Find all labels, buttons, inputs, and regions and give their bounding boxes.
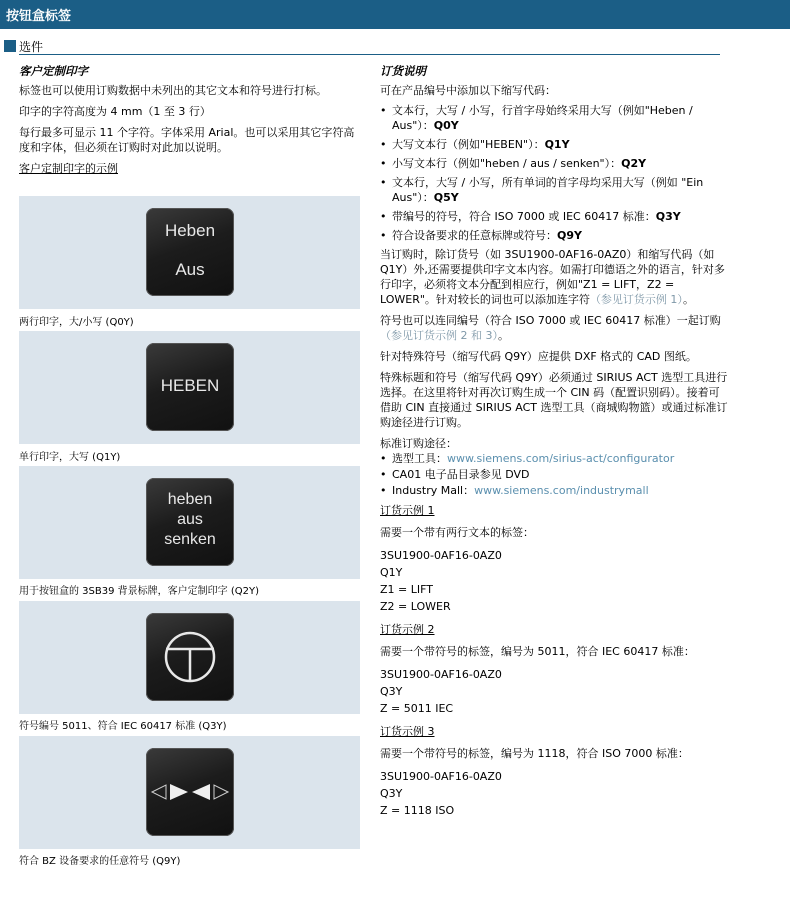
section-title: 选件 — [19, 40, 44, 54]
example-line: Z2 = LOWER — [380, 600, 451, 613]
left-para-3: 每行最多可显示 11 个字符。字体采用 Arial。也可以采用其它字符高度和字体，但必须在订购时对此加以说明。 — [19, 126, 355, 154]
order-para-3: 针对特殊符号（缩写代码 Q9Y）应提供 DXF 格式的 CAD 图纸。 — [380, 350, 697, 363]
label-button-5 — [146, 748, 234, 836]
label-button-4 — [146, 613, 234, 701]
list-item: • 选型工具：www.siemens.com/sirius-act/configurator — [380, 451, 730, 466]
label-button-3 — [146, 478, 234, 566]
code-value: Q5Y — [433, 191, 459, 204]
label-line: HEBEN — [160, 376, 220, 395]
label-button-2 — [146, 343, 234, 431]
iec-5011-symbol-icon — [146, 613, 234, 701]
left-column — [19, 63, 360, 176]
list-item: • 带编号的符号，符合 ISO 7000 或 IEC 60417 标准：Q3Y — [380, 209, 730, 224]
list-item: • 大写文本行（例如"HEBEN"）：Q1Y — [380, 137, 730, 152]
example-image-1 — [19, 196, 360, 309]
caption-3: 用于按钮盒的 3SB39 背景标牌，客户定制印字 (Q2Y) — [19, 586, 259, 597]
caption-1: 两行印字，大/小写 (Q0Y) — [19, 317, 134, 328]
order-intro: 可在产品编号中添加以下缩写代码： — [380, 84, 556, 97]
left-para-2: 印字的字符高度为 4 mm（1 至 3 行） — [19, 105, 211, 118]
order-example-2 — [380, 621, 730, 717]
example-image-2 — [19, 331, 360, 444]
right-column — [380, 63, 730, 819]
code-value: Q9Y — [557, 229, 582, 242]
example-desc: 需要一个带符号的标签，编号为 5011，符合 IEC 60417 标准： — [380, 645, 695, 658]
caption-4: 符号编号 5011、符合 IEC 60417 标准 (Q3Y) — [19, 721, 227, 732]
example-line: Z1 = LIFT — [380, 583, 433, 596]
order-para-4: 特殊标题和符号（缩写代码 Q9Y）必须通过 SIRIUS ACT 选型工具进行选择。在这里将针对再次订购生成一个 CIN 码（配置识别码）。接着可借助 CIN 直接通过 SIRIUS ACT 选型工具（商城购物篮）或通过标准订购途径进行订购。 — [380, 371, 728, 429]
std-heading: 标准订购途径： — [380, 437, 457, 450]
caption-5: 符合 BZ 设备要求的任意符号 (Q9Y) — [19, 856, 181, 867]
order-example-1 — [380, 502, 730, 615]
section-heading — [4, 38, 720, 55]
std-list — [380, 451, 730, 498]
label-button-1 — [146, 208, 234, 296]
example-title: 订货示例 3 — [380, 725, 435, 738]
example-line: Z = 1118 ISO — [380, 804, 455, 817]
label-line: aus — [177, 511, 203, 528]
industrymall-link[interactable]: www.siemens.com/industrymall — [474, 484, 649, 497]
header-bar — [0, 0, 790, 29]
list-item: • 小写文本行（例如"heben / aus / senken"）：Q2Y — [380, 156, 730, 171]
list-item: • CA01 电子品目录参见 DVD — [380, 467, 730, 482]
configurator-link[interactable]: www.siemens.com/sirius-act/configurator — [447, 452, 675, 465]
example-image-5 — [19, 736, 360, 849]
example-line: Z = 5011 IEC — [380, 702, 454, 715]
examples-heading: 客户定制印字的示例 — [19, 162, 118, 175]
code-value: Q0Y — [433, 119, 459, 132]
list-item: • Industry Mall：www.siemens.com/industrymall — [380, 483, 730, 498]
section-marker — [4, 40, 16, 52]
example-line: Q1Y — [380, 566, 403, 579]
label-line: Heben — [164, 221, 216, 240]
order-example-3 — [380, 723, 730, 819]
example-image-4 — [19, 601, 360, 714]
example-line: Q3Y — [380, 787, 403, 800]
section-rule — [19, 54, 720, 55]
example-desc: 需要一个带有两行文本的标签： — [380, 526, 534, 539]
example-line: 3SU1900-0AF16-0AZ0 — [380, 668, 502, 681]
example-line: Q3Y — [380, 685, 403, 698]
label-line: senken — [164, 531, 216, 548]
example-line: 3SU1900-0AF16-0AZ0 — [380, 770, 502, 783]
example-title: 订货示例 1 — [380, 504, 435, 517]
code-value: Q3Y — [655, 210, 681, 223]
example-line: 3SU1900-0AF16-0AZ0 — [380, 549, 502, 562]
label-line: heben — [167, 491, 213, 508]
code-value: Q2Y — [621, 157, 647, 170]
code-list — [380, 103, 730, 243]
order-heading: 订货说明 — [380, 64, 426, 78]
bz-arrows-symbol-icon — [146, 748, 234, 836]
order-para-2: 符号也可以连同编号（符合 ISO 7000 或 IEC 60417 标准）一起订购（参见订货示例 2 和 3）。 — [380, 314, 721, 342]
example-image-3 — [19, 466, 360, 579]
list-item: • 符合设备要求的任意标牌或符号：Q9Y — [380, 228, 730, 243]
list-item: • 文本行，大写 / 小写，所有单词的首字母均采用大写（例如 "Ein Aus"）：Q5Y — [380, 175, 730, 205]
left-para-1: 标签也可以使用订购数据中未列出的其它文本和符号进行打标。 — [19, 84, 327, 97]
example-desc: 需要一个带符号的标签，编号为 1118，符合 ISO 7000 标准： — [380, 747, 689, 760]
label-line: Aus — [175, 260, 205, 279]
order-para-1: 当订购时，除订货号（如 3SU1900-0AF16-0AZ0）和缩写代码（如Q1Y）外,还需要提供印字文本内容。如需打印德语之外的语言，针对多行印字，必须将文本分配到相应行，例如"Z1 = LIFT，Z2 = LOWER"。针对较长的词也可以添加连字符（参见订货示例 1）。 — [380, 248, 725, 306]
list-item: • 文本行，大写 / 小写，行首字母始终采用大写（例如"Heben / Aus"）：Q0Y — [380, 103, 730, 133]
page-title: 按钮盒标签 — [6, 9, 72, 24]
custom-heading: 客户定制印字 — [19, 64, 88, 78]
code-value: Q1Y — [544, 138, 570, 151]
caption-2: 单行印字，大写 (Q1Y) — [19, 452, 121, 463]
example-title: 订货示例 2 — [380, 623, 435, 636]
